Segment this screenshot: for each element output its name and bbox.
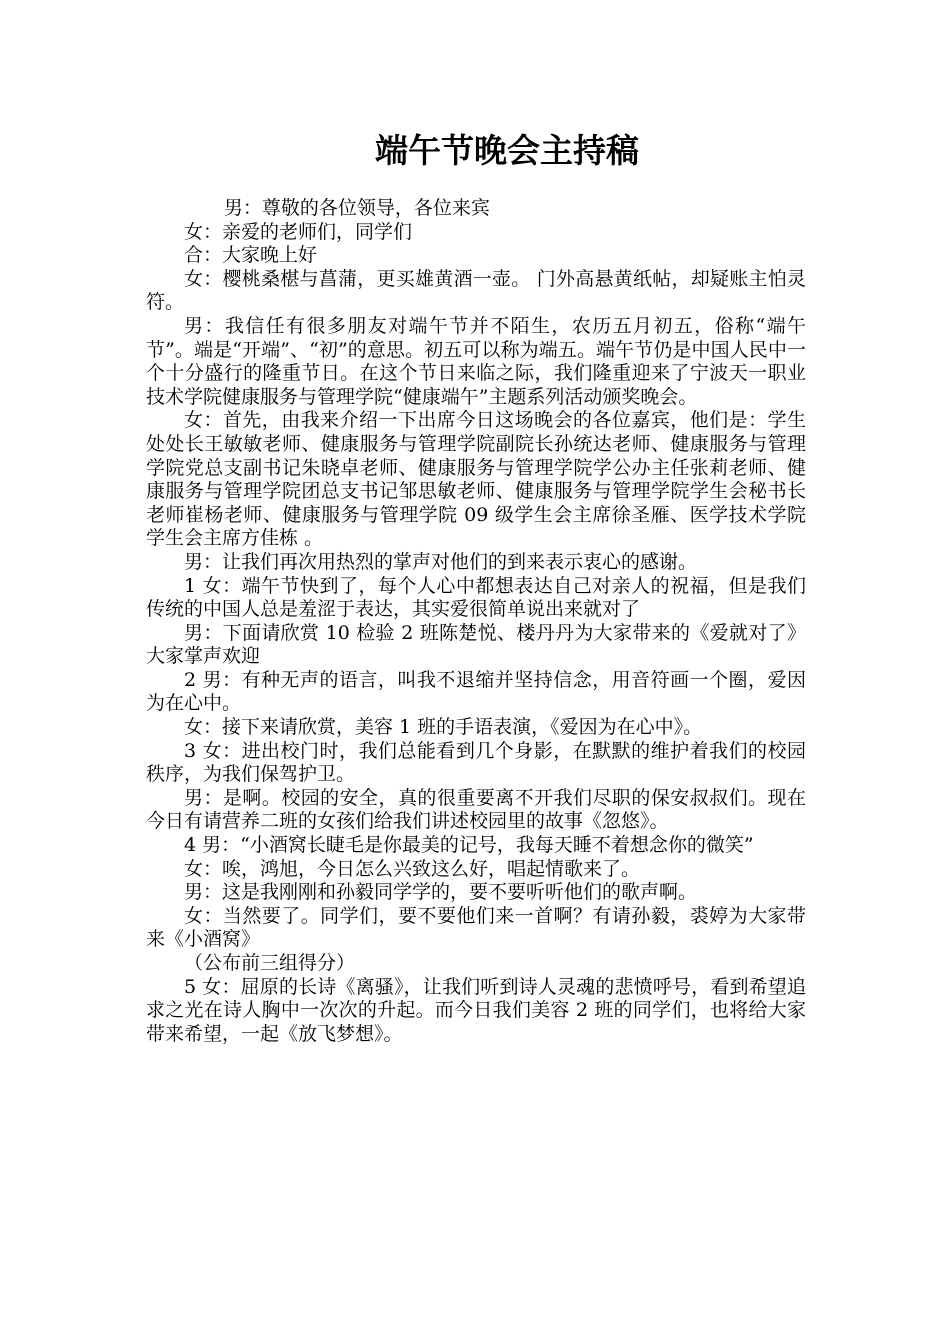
document-body xyxy=(146,197,806,1046)
paragraph: 女：首先，由我来介绍一下出席今日这场晚会的各位嘉宾，他们是：学生处处长王敏敏老师、健康服务与管理学院副院长孙统达老师、健康服务与管理学院党总支副书记朱晓卓老师、健康服务与管理学院学公办主任张莉老师、健康服务与管理学院团总支书记邹思敏老师、健康服务与管理学院学生会秘书长老师崔杨老师、健康服务与管理学院 09 级学生会主席徐圣雁、医学技术学院学生会主席方佳栋 。 xyxy=(146,409,806,550)
paragraph: 1 女：端午节快到了，每个人心中都想表达自己对亲人的祝福，但是我们传统的中国人总是羞涩于表达，其实爱很简单说出来就对了 xyxy=(146,574,806,621)
paragraph: 女：唉，鸿旭，今日怎么兴致这么好，唱起情歌来了。 xyxy=(184,857,641,880)
paragraph: 女：樱桃桑椹与菖蒲，更买雄黄酒一壶。 门外高悬黄纸帖，却疑账主怕灵符。 xyxy=(146,267,806,314)
paragraph: （公布前三组得分） xyxy=(184,952,356,974)
paragraph: 5 女：屈原的长诗《离骚》，让我们听到诗人灵魂的悲愤呼号，看到希望追求之光在诗人胸中一次次的升起。而今日我们美容 2 班的同学们，也将给大家带来希望，一起《放飞梦想》。 xyxy=(146,975,806,1045)
paragraph: 男：我信任有很多朋友对端午节并不陌生，农历五月初五，俗称“端午节”。端是“开端”、“初”的意思。初五可以称为端五。端午节仍是中国人民中一个十分盛行的隆重节日。在这个节日来临之际，我们隆重迎来了宁波天一职业技术学院健康服务与管理学院“健康端午”主题系列活动颁奖晚会。 xyxy=(146,314,806,408)
paragraph: 女：当然要了。同学们，要不要他们来一首啊？有请孙毅，裘婷为大家带来《小酒窝》 xyxy=(146,904,806,951)
paragraph: 男：让我们再次用热烈的掌声对他们的到来表示衷心的感谢。 xyxy=(184,550,698,573)
paragraph: 合：大家晚上好 xyxy=(184,244,318,267)
paragraph: 2 男：有种无声的语言，叫我不退缩并坚持信念，用音符画一个圈，爱因为在心中。 xyxy=(146,668,806,715)
paragraph: 女：接下来请欣赏，美容 1 班的手语表演，《爱因为在心中》。 xyxy=(184,716,703,739)
paragraph: 男：尊敬的各位领导，各位来宾 xyxy=(223,197,490,219)
paragraph: 女：亲爱的老师们，同学们 xyxy=(184,220,413,243)
paragraph: 3 女：进出校门时，我们总能看到几个身影，在默默的维护着我们的校园秩序，为我们保驾护卫。 xyxy=(146,739,806,786)
paragraph: 男：是啊。校园的安全，真的很重要离不开我们尽职的保安叔叔们。现在今日有请营养二班的女孩们给我们讲述校园里的故事《忽悠》。 xyxy=(146,786,806,833)
paragraph: 男：下面请欣赏 10 检验 2 班陈楚悦、楼丹丹为大家带来的《爱就对了》大家掌声欢迎 xyxy=(146,621,806,668)
paragraph: 男：这是我刚刚和孙毅同学学的，要不要听听他们的歌声啊。 xyxy=(184,881,698,904)
document-title: 端午节晚会主持稿 xyxy=(375,131,639,170)
paragraph: 4 男：“小酒窝长睫毛是你最美的记号，我每天睡不着想念你的微笑” xyxy=(184,834,754,857)
